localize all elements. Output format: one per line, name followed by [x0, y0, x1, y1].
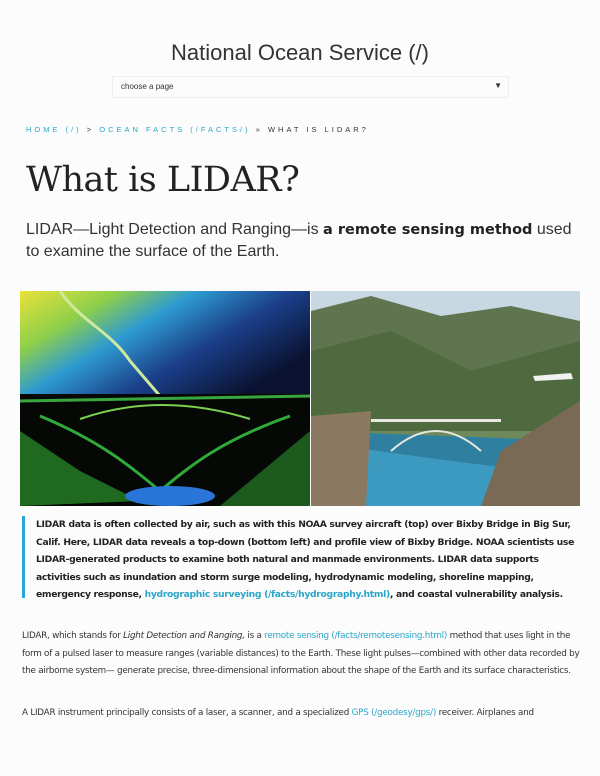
remote-sensing-link[interactable]: remote sensing (/facts/remotesensing.html): [264, 631, 448, 641]
p2-a: A LIDAR instrument principally consists of a laser, a scanner, and a specialized: [22, 708, 352, 718]
lidar-figure: [20, 291, 580, 506]
intro-after: used to examine the surface of the Earth.: [26, 221, 572, 260]
intro-before: LIDAR—Light Detection and Ranging—is: [26, 221, 324, 238]
caption-text: LIDAR data is often collected by air, such as with this NOAA survey aircraft (top) over Bixby Bridge in Big Sur, Calif. Here, LIDAR data reveals a top-down (bottom left) and profile view of Bixby Bridge. NOAA scientists use LIDAR-generated products to examine both natural and manmade environments. LIDAR data supports activities such as inundation and storm surge modeling, hydrodynamic modeling, shoreline mapping, emergency response,: [36, 519, 575, 600]
p1-italic: Light Detection and Ranging,: [123, 631, 245, 641]
p1-a: LIDAR, which stands for: [22, 631, 124, 641]
p2-b: receiver. Airplanes and: [436, 708, 534, 718]
chevron-down-icon: ▼: [494, 81, 502, 90]
bixby-bridge-photo: [311, 291, 580, 506]
breadcrumb-home[interactable]: HOME (/): [26, 125, 82, 134]
breadcrumb: [26, 125, 369, 134]
breadcrumb-current: WHAT IS LIDAR?: [267, 125, 369, 134]
page-select-value: choose a page: [121, 82, 174, 91]
figure-caption: [22, 516, 582, 598]
paragraph-lidar-definition: [22, 628, 582, 681]
site-title[interactable]: National Ocean Service (/): [171, 40, 429, 65]
hydrography-link[interactable]: hydrographic surveying (/facts/hydrography.html): [144, 589, 390, 600]
page-title: What is LIDAR?: [26, 160, 300, 200]
gps-link[interactable]: GPS (/geodesy/gps/): [351, 708, 437, 718]
intro-bold: a remote sensing method: [323, 222, 533, 238]
intro-text: [26, 219, 576, 263]
p1-c: method that uses light in the form of a pulsed laser to measure ranges (variable distances) to the Earth. These light pulses—combined with other data recorded by the airborne system— generate precise, three-dimensional information about the shape of the Earth and its surface characteristics.: [22, 631, 580, 676]
page-select[interactable]: [112, 76, 509, 98]
caption-end: , and coastal vulnerability analysis.: [389, 589, 563, 600]
breadcrumb-separator: >: [86, 125, 95, 134]
breadcrumb-separator: »: [255, 125, 263, 134]
lidar-data-image: [20, 291, 310, 506]
p1-b: is a: [244, 631, 265, 641]
paragraph-lidar-instrument: [22, 705, 582, 723]
breadcrumb-ocean-facts[interactable]: OCEAN FACTS (/FACTS/): [99, 125, 251, 134]
